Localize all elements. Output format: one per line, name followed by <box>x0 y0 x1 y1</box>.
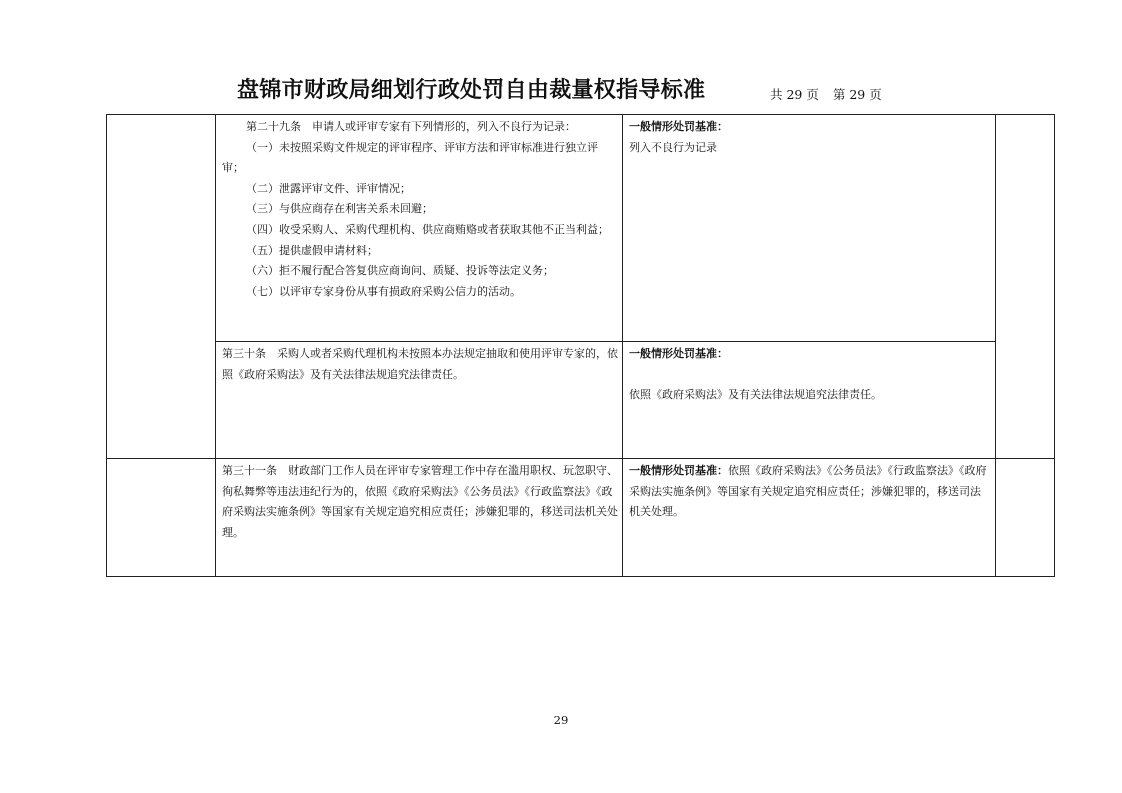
clause-29-item-4: （四）收受采购人、采购代理机构、供应商贿赂或者获取其他不正当利益； <box>246 222 609 236</box>
standard-31-text: 依照《政府采购法》《公务员法》《行政监察法》《政府采购法实施条例》等国家有关规定追究相应责任；涉嫌犯罪的，移送司法机关处理。 <box>629 464 987 519</box>
standard-cell-31 <box>622 458 996 577</box>
clause-cell-31 <box>215 458 623 577</box>
page-number: 29 <box>553 713 569 727</box>
penalty-standard-table <box>106 114 1055 577</box>
total-pages: 共 29 页 <box>770 87 819 102</box>
clause-30-text: 第三十条 采购人或者采购代理机构未按照本办法规定抽取和使用评审专家的，依照《政府采购法》及有关法律法规追究法律责任。 <box>222 347 618 381</box>
left-cell-group-2 <box>106 458 216 577</box>
standard-cell-29 <box>622 114 996 342</box>
page-header <box>0 76 1122 110</box>
clause-29-item-3: （三）与供应商存在利害关系未回避； <box>246 202 433 216</box>
clause-cell-30 <box>215 341 623 459</box>
clause-29-intro: 第二十九条 申请人或评审专家有下列情形的，列入不良行为记录： <box>246 120 576 133</box>
standard-30-text: 依照《政府采购法》及有关法律法规追究法律责任。 <box>629 387 882 401</box>
clause-cell-29 <box>215 114 623 342</box>
standard-29-text: 列入不良行为记录 <box>629 140 717 154</box>
standard-30-label: 一般情形处罚基准： <box>629 347 728 360</box>
clause-29-item-1: （一）未按照采购文件规定的评审程序、评审方法和评审标准进行独立评审； <box>222 140 598 175</box>
clause-29-item-7: （七）以评审专家身份从事有损政府采购公信力的活动。 <box>246 284 521 298</box>
clause-29-item-5: （五）提供虚假申请材料； <box>246 243 378 257</box>
standard-29-label: 一般情形处罚基准： <box>629 120 728 133</box>
right-cell-group-2 <box>995 458 1055 577</box>
clause-29-item-6: （六）拒不履行配合答复供应商询问、质疑、投诉等法定义务； <box>246 264 554 278</box>
left-cell-group-1 <box>106 114 216 459</box>
current-page: 第 29 页 <box>832 87 882 102</box>
clause-31-text: 第三十一条 财政部门工作人员在评审专家管理工作中存在滥用职权、玩忽职守、徇私舞弊等违法违纪行为的，依照《政府采购法》《公务员法》《行政监察法》《政府采购法实施条例》等国家有关规定追究相应责任；涉嫌犯罪的，移送司法机关处理。 <box>222 464 618 539</box>
standard-31-paragraph <box>629 461 991 523</box>
clause-29-item-2: （二）泄露评审文件、评审情况； <box>246 181 411 195</box>
right-cell-group-1 <box>995 114 1055 459</box>
page-info <box>770 87 892 103</box>
standard-cell-30 <box>622 341 996 459</box>
document-title: 盘锦市财政局细划行政处罚自由裁量权指导标准 <box>237 78 706 103</box>
standard-31-label: 一般情形处罚基准： <box>629 464 728 477</box>
